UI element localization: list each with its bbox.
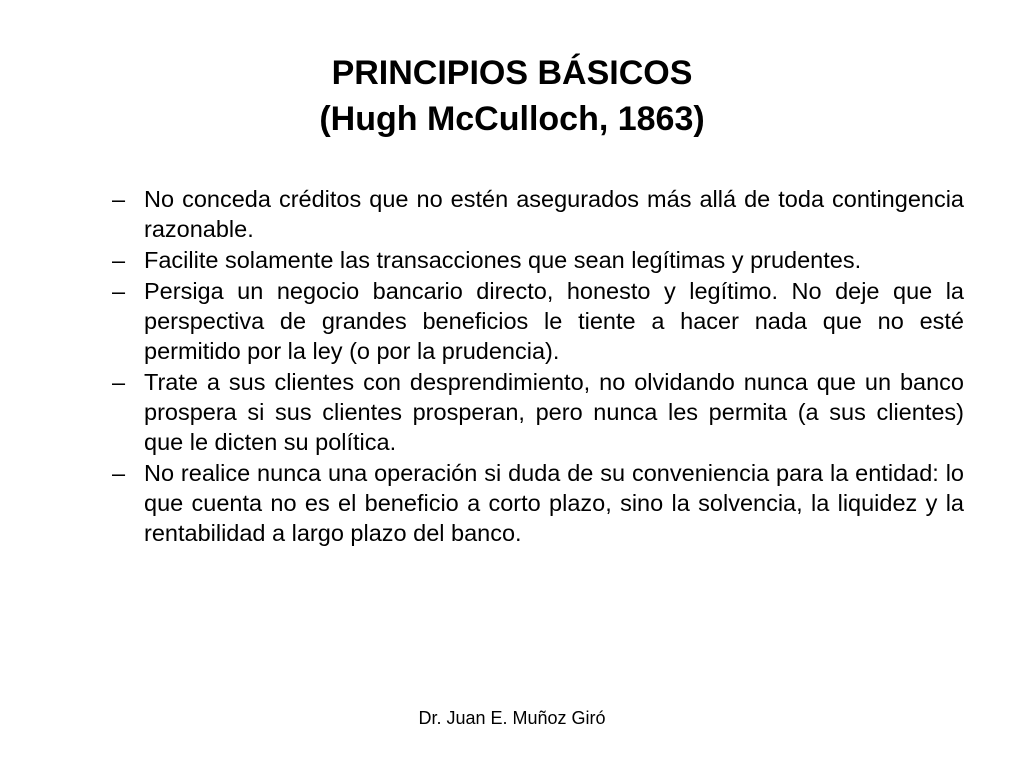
bullet-text: Persiga un negocio bancario directo, honesto y legítimo. No deje que la perspectiva de grandes beneficios le tiente a hacer nada que no esté permitido por la ley (o por la prudencia).	[144, 278, 964, 364]
bullet-dash: –	[112, 186, 126, 212]
bullet-dash: –	[112, 247, 126, 273]
bullet-text: No conceda créditos que no estén asegurados más allá de toda contingencia razonable.	[144, 186, 964, 242]
bullet-text: Trate a sus clientes con desprendimiento, no olvidando nunca que un banco prospera si sus clientes prosperan, pero nunca les permita (a sus clientes) que le dicten su política.	[144, 369, 964, 455]
title-line-1: PRINCIPIOS BÁSICOS	[331, 54, 693, 92]
bullet-item	[112, 367, 964, 457]
slide-title	[0, 50, 1024, 142]
bullet-list	[112, 184, 964, 549]
bullet-text: Facilite solamente las transacciones que sean legítimas y prudentes.	[144, 247, 862, 273]
bullet-item	[112, 184, 964, 244]
bullet-item	[112, 458, 964, 548]
bullet-item	[112, 245, 964, 275]
bullet-item	[112, 276, 964, 366]
bullet-dash: –	[112, 460, 126, 486]
title-line-2: (Hugh McCulloch, 1863)	[319, 100, 705, 138]
bullet-dash: –	[112, 278, 126, 304]
bullet-text: No realice nunca una operación si duda de su conveniencia para la entidad: lo que cuenta no es el beneficio a corto plazo, sino la solvencia, la liquidez y la rentabilidad a largo plazo del banco.	[144, 460, 964, 546]
footer-author: Dr. Juan E. Muñoz Giró	[418, 708, 606, 728]
bullet-dash: –	[112, 369, 126, 395]
